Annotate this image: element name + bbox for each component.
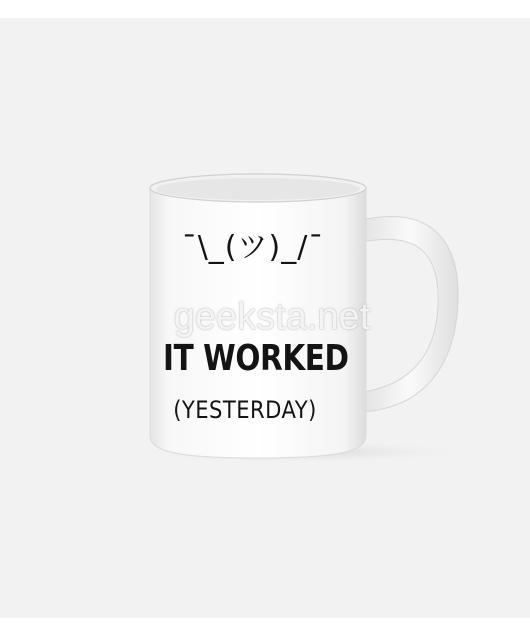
- mug-opening: [156, 178, 360, 200]
- subline-text: (YESTERDAY): [173, 396, 317, 424]
- headline-text: IT WORKED: [163, 338, 349, 379]
- watermark-text: geeksta.net: [173, 296, 371, 338]
- shrug-emoticon: ¯\_(ツ)_/¯: [181, 230, 325, 265]
